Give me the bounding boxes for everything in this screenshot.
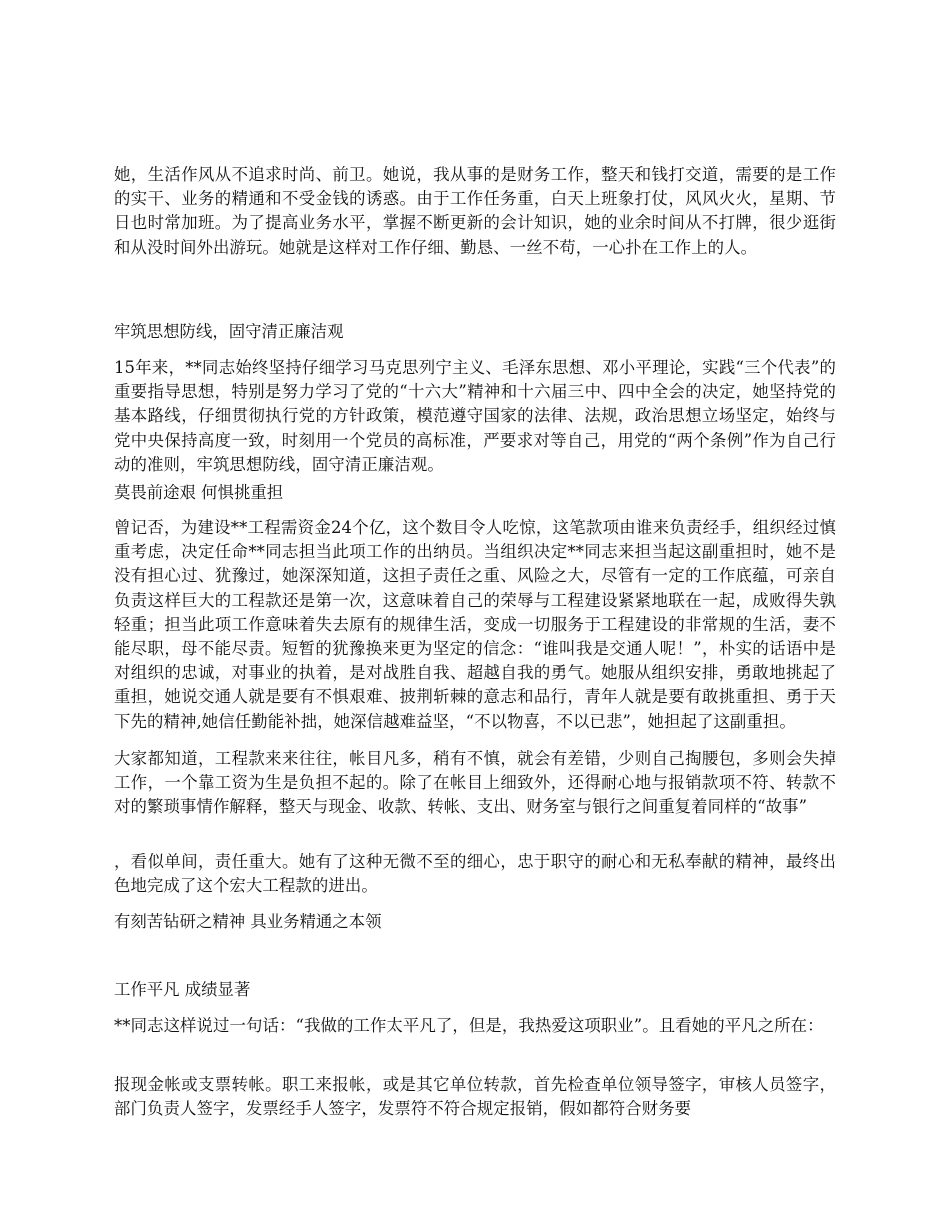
paragraph-courage: 曾记否，为建设**工程需资金24个亿，这个数目令人吃惊，这笔款项由谁来负责经手，组织经过慎重考虑，决定任命**同志担当此项工作的出纳员。当组织决定**同志来担当起这副重担时，她不是没有担心过、犹豫过，她深深知道，这担子责任之重、风险之大，尽管有一定的工作底蕴，可亲自负责这样巨大的工程款还是第一次，这意味着自己的荣辱与工程建设紧紧地联在一起，成败得失孰轻重；担当此项工作意味着失去原有的规律生活，变成一切服务于工程建设的非常规的生活，妻不能尽职，母不能尽责。短暂的犹豫换来更为坚定的信念：“谁叫我是交通人呢！”，朴实的话语中是对组织的忠诚，对事业的执着，是对战胜自我、超越自我的勇气。她服从组织安排，勇敢地挑起了重担，她说交通人就是要有不惧艰难、披荆斩棘的意志和品行，青年人就是要有敢挑重担、勇于天下先的精神,她信任勤能补拙，她深信越难益坚，“不以物喜，不以已悲”，她担起了这副重担。	[114, 518, 836, 731]
section-heading-ordinary: 工作平凡 成绩显著	[114, 980, 251, 999]
section-heading-study: 有刻苦钻研之精神 具业务精通之本领	[114, 912, 382, 931]
paragraph-accounts: 大家都知道，工程款来来往往，帐目凡多，稍有不慎，就会有差错，少则自己掏腰包，多则会失掉工作，一个靠工资为生是负担不起的。除了在帐目上细致外，还得耐心地与报销款项不符、转款不对的繁琐事情作解释，整天与现金、收款、转帐、支出、财务室与银行之间重复着同样的“故事”	[114, 749, 836, 817]
paragraph-responsibility: ，看似单间，责任重大。她有了这种无微不至的细心，忠于职守的耐心和无私奉献的精神，最终出色地完成了这个宏大工程款的进出。	[114, 852, 836, 896]
paragraph-reimburse: 报现金帐或支票转帐。职工来报帐，或是其它单位转款，首先检查单位领导签字，审核人员签字，部门负责人签字，发票经手人签字，发票符不符合规定报销，假如都符合财务要	[114, 1075, 836, 1119]
paragraph-lifestyle: 她，生活作风从不追求时尚、前卫。她说，我从事的是财务工作，整天和钱打交道，需要的是工作的实干、业务的精通和不受金钱的诱惑。由于工作任务重，白天上班象打仗，风风火火，星期、节日也时常加班。为了提高业务水平，掌握不断更新的会计知识，她的业余时间从不打牌，很少逛街和从没时间外出游玩。她就是这样对工作仔细、勤恳、一丝不苟，一心扑在工作上的人。	[114, 165, 836, 257]
section-heading-ideology: 牢筑思想防线，固守清正廉洁观	[114, 322, 344, 341]
paragraph-ideology: 15年来，**同志始终坚持仔细学习马克思列宁主义、毛泽东思想、邓小平理论，实践“三个代表”的重要指导思想，特别是努力学习了党的“十六大”精神和十六届三中、四中全会的决定，她坚持党的基本路线，仔细贯彻执行党的方针政策，模范遵守国家的法律、法规，政治思想立场坚定，始终与党中央保持高度一致，时刻用一个党员的高标准，严要求对等自己，用党的“两个条例”作为自己行动的准则，牢筑思想防线，固守清正廉洁观。	[114, 358, 836, 474]
section-heading-courage: 莫畏前途艰 何惧挑重担	[114, 483, 284, 502]
paragraph-quote: **同志这样说过一句话：“我做的工作太平凡了，但是，我热爱这项职业”。且看她的平凡之所在：	[114, 1016, 824, 1035]
